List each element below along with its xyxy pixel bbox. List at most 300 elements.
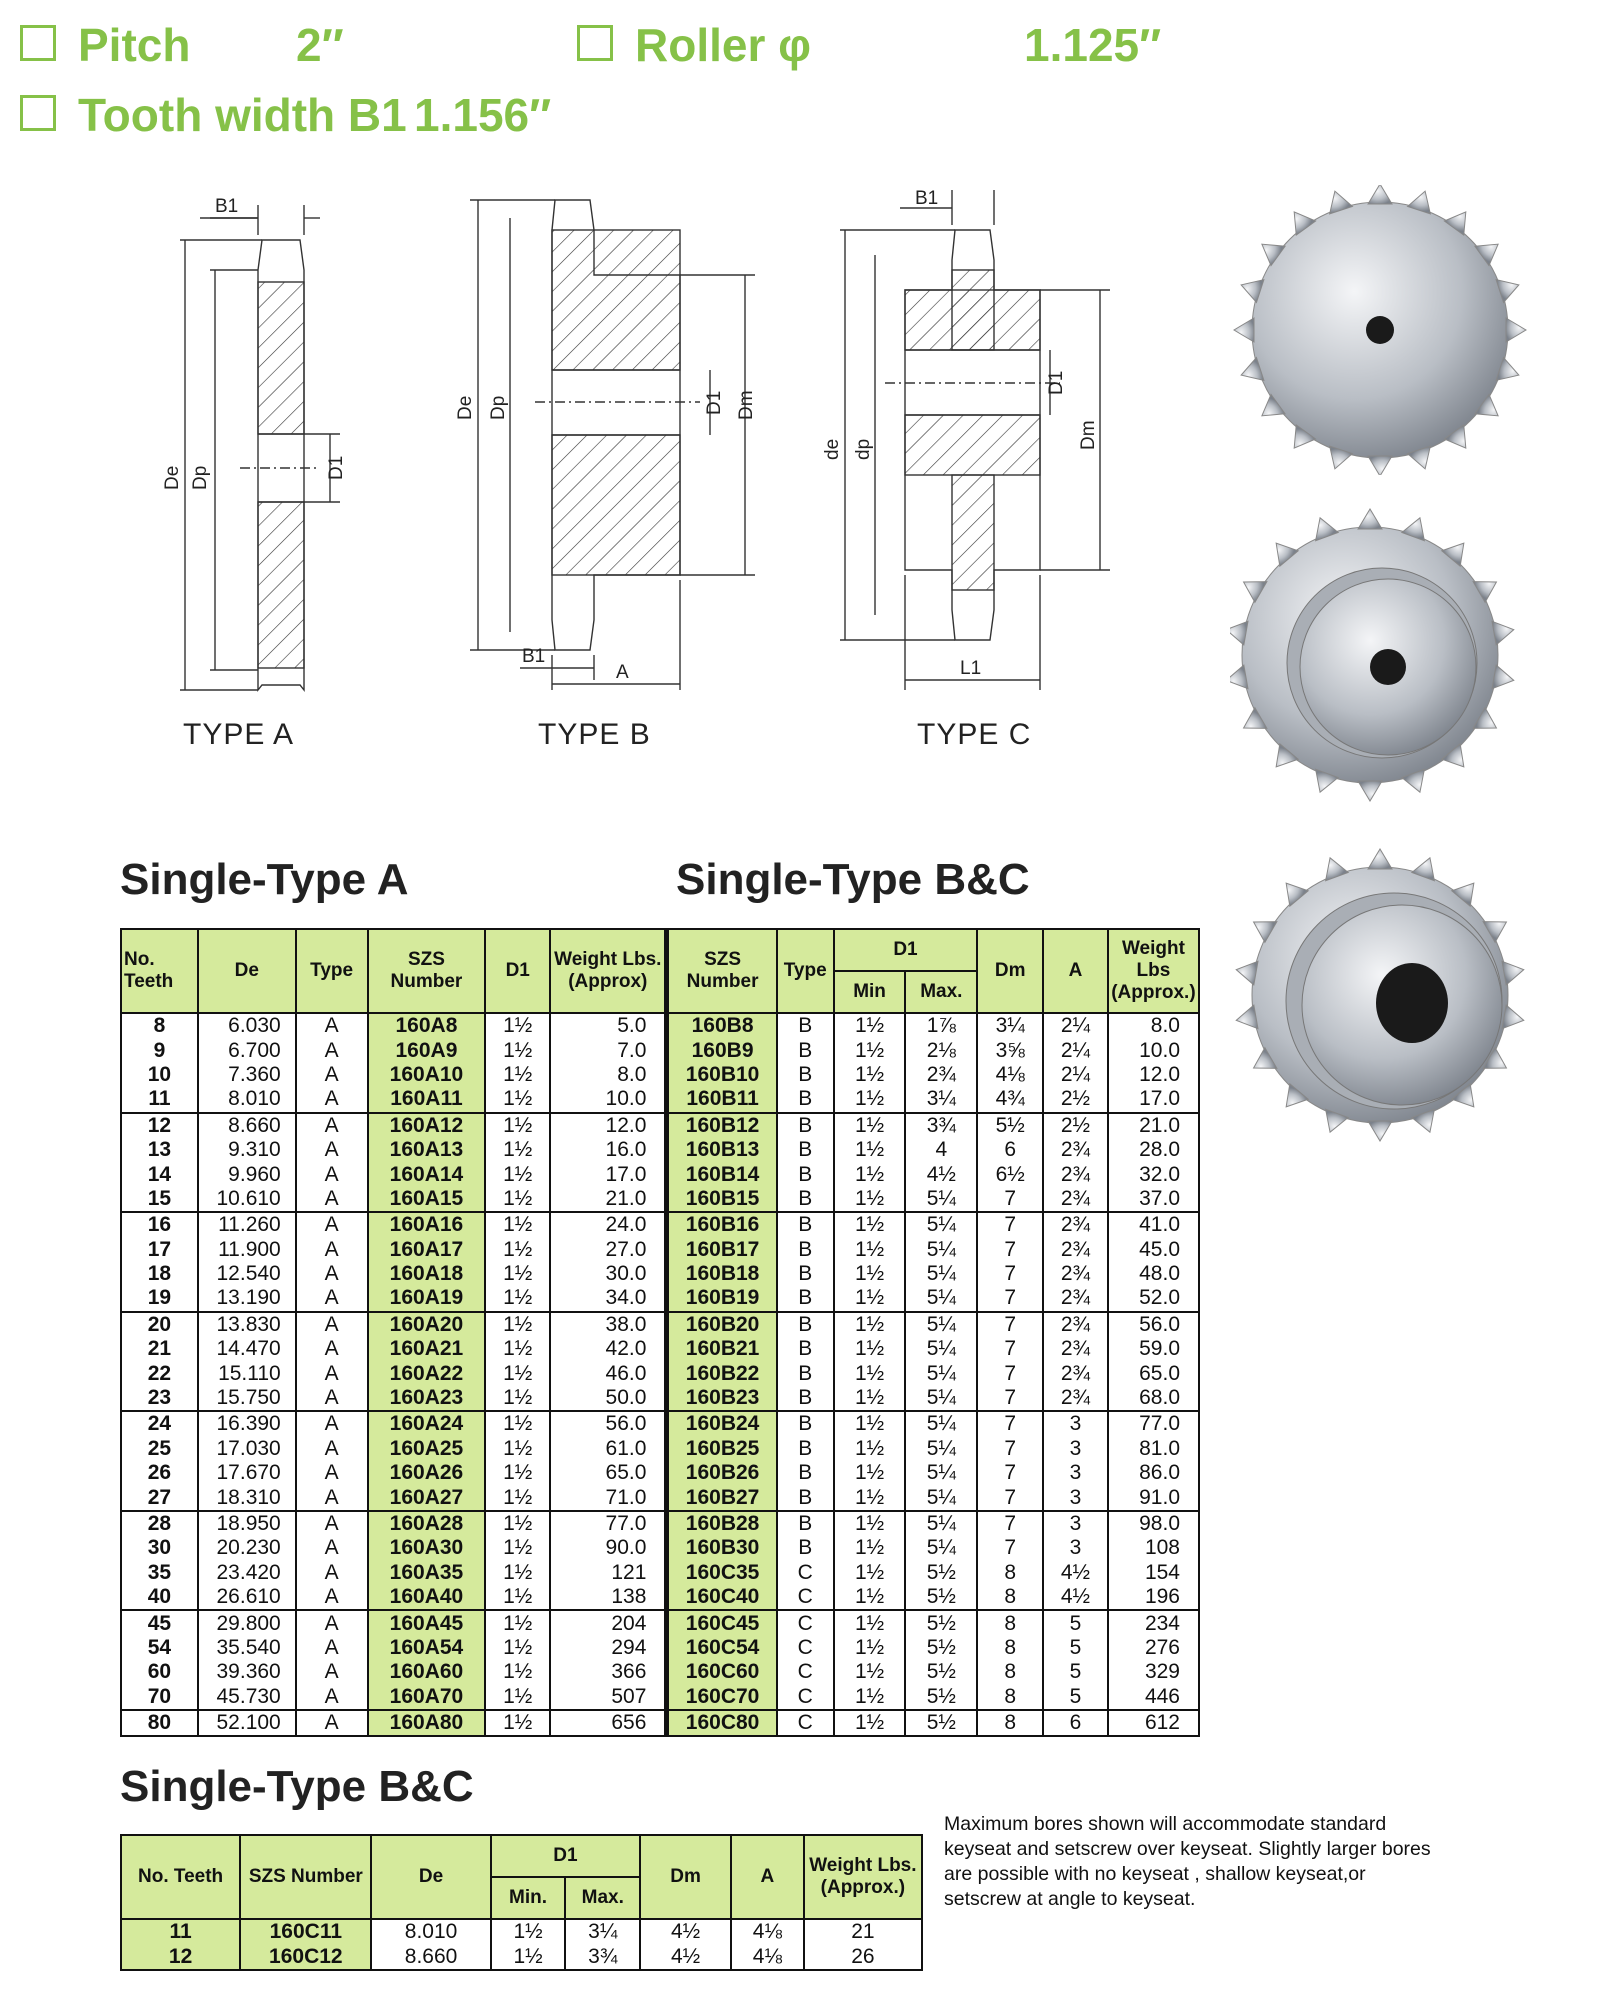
cell-dm: 7: [977, 1312, 1043, 1337]
cell-szs-number-b: 160B17: [667, 1238, 777, 1262]
cell-weight: 10.0: [550, 1087, 667, 1112]
cell-weight-b: 65.0: [1108, 1361, 1199, 1385]
cell-a: 2¾: [1043, 1386, 1108, 1411]
cell-type-b: B: [777, 1238, 834, 1262]
cell-de: 45.730: [198, 1685, 296, 1710]
cell-type-b: B: [777, 1013, 834, 1038]
cell-d1-min: 1½: [834, 1063, 906, 1087]
cell-type: A: [296, 1113, 368, 1138]
cell-type: A: [296, 1710, 368, 1736]
cell-teeth: 12: [121, 1113, 198, 1138]
cell-teeth: 70: [121, 1685, 198, 1710]
cell-d1: 1½: [485, 1461, 550, 1485]
cell-a: 2¾: [1043, 1187, 1108, 1212]
cell-teeth: 20: [121, 1312, 198, 1337]
cell-weight: 12.0: [550, 1113, 667, 1138]
cell-teeth: 28: [121, 1511, 198, 1536]
dim-label-b1: B1: [915, 190, 939, 209]
cell-type-b: C: [777, 1685, 834, 1710]
cell-szs-number-b: 160B9: [667, 1038, 777, 1062]
cell-teeth: 12: [121, 1944, 240, 1969]
cell-d1: 1½: [485, 1262, 550, 1286]
cell-a: 6: [1043, 1710, 1108, 1736]
cell-d1: 1½: [485, 1063, 550, 1087]
cell-dm: 3⅝: [977, 1038, 1043, 1062]
table-row: [121, 1636, 1199, 1660]
cell-d1-max: 2¾: [905, 1063, 977, 1087]
cell-dm: 8: [977, 1685, 1043, 1710]
cell-weight: 65.0: [550, 1461, 667, 1485]
cell-a: 4½: [1043, 1585, 1108, 1610]
cell-szs-number-b: 160B20: [667, 1312, 777, 1337]
checkbox-icon: [20, 25, 56, 61]
cell-szs-number-b: 160B28: [667, 1511, 777, 1536]
cell-type: A: [296, 1561, 368, 1585]
table-row: [121, 1919, 922, 1944]
cell-teeth: 16: [121, 1212, 198, 1237]
cell-d1: 1½: [485, 1312, 550, 1337]
checkbox-icon: [20, 95, 56, 131]
cell-d1-min: 1½: [834, 1162, 906, 1186]
cell-weight: 50.0: [550, 1386, 667, 1411]
cell-teeth: 11: [121, 1087, 198, 1112]
cell-type: A: [296, 1212, 368, 1237]
cell-d1-max: 5¼: [905, 1411, 977, 1436]
cell-d1-min: 1½: [834, 1485, 906, 1510]
cell-de: 13.830: [198, 1312, 296, 1337]
cell-d1-min: 1½: [834, 1386, 906, 1411]
col-header-szs-number: SZS Number: [368, 929, 486, 1013]
cell-szs-number-b: 160B16: [667, 1212, 777, 1237]
cell-teeth: 8: [121, 1013, 198, 1038]
cell-teeth: 14: [121, 1162, 198, 1186]
cell-a: 3: [1043, 1411, 1108, 1436]
cell-teeth: 40: [121, 1585, 198, 1610]
cell-de: 7.360: [198, 1063, 296, 1087]
cell-de: 52.100: [198, 1710, 296, 1736]
cell-type: A: [296, 1187, 368, 1212]
cell-type-b: B: [777, 1386, 834, 1411]
cell-szs-number: 160A8: [368, 1013, 486, 1038]
col-header-dm: Dm: [640, 1835, 731, 1919]
cell-type-b: B: [777, 1162, 834, 1186]
cell-weight: 38.0: [550, 1312, 667, 1337]
table-row: [121, 1411, 1199, 1436]
cell-weight: 7.0: [550, 1038, 667, 1062]
cell-d1: 1½: [485, 1636, 550, 1660]
cell-d1: 1½: [485, 1162, 550, 1186]
cell-type-b: B: [777, 1113, 834, 1138]
cell-de: 23.420: [198, 1561, 296, 1585]
cell-d1-max: 3¼: [565, 1919, 640, 1944]
cell-dm: 7: [977, 1337, 1043, 1361]
cell-type-b: C: [777, 1660, 834, 1684]
cell-weight-b: 91.0: [1108, 1485, 1199, 1510]
cell-dm: 7: [977, 1411, 1043, 1436]
cell-dm: 7: [977, 1262, 1043, 1286]
cell-teeth: 9: [121, 1038, 198, 1062]
tooth-width-label: Tooth width B1: [78, 89, 407, 141]
cell-szs-number-b: 160B22: [667, 1361, 777, 1385]
cell-de: 35.540: [198, 1636, 296, 1660]
cell-teeth: 27: [121, 1485, 198, 1510]
cell-d1: 1½: [485, 1286, 550, 1311]
col-header-no-teeth: No. Teeth: [121, 929, 198, 1013]
cell-d1-max: 5½: [905, 1660, 977, 1684]
table-row: [121, 1038, 1199, 1062]
col-header-weight: Weight Lbs. (Approx): [550, 929, 667, 1013]
cell-d1-max: 3¾: [565, 1944, 640, 1969]
cell-d1-min: 1½: [491, 1919, 566, 1944]
cell-a: 2¾: [1043, 1138, 1108, 1162]
cell-weight-b: 10.0: [1108, 1038, 1199, 1062]
cell-de: 14.470: [198, 1337, 296, 1361]
col-header-d1-b: D1: [834, 929, 978, 971]
cell-type-b: C: [777, 1585, 834, 1610]
small-spec-table: [120, 1834, 923, 1971]
cell-weight: 366: [550, 1660, 667, 1684]
cell-szs-number: 160A20: [368, 1312, 486, 1337]
cell-de: 18.310: [198, 1485, 296, 1510]
cell-de: 39.360: [198, 1660, 296, 1684]
cell-a: 2¼: [1043, 1038, 1108, 1062]
cell-dm: 7: [977, 1536, 1043, 1560]
dim-label-dm: Dm: [736, 390, 757, 420]
type-a-drawing: [180, 205, 340, 690]
cell-d1-max: 5¼: [905, 1312, 977, 1337]
cell-d1-min: 1½: [834, 1660, 906, 1684]
cell-d1-max: 3¾: [905, 1113, 977, 1138]
cell-d1-max: 5¼: [905, 1386, 977, 1411]
cell-weight: 138: [550, 1585, 667, 1610]
cell-weight-b: 108: [1108, 1536, 1199, 1560]
cell-dm: 8: [977, 1710, 1043, 1736]
cell-dm: 7: [977, 1361, 1043, 1385]
cell-d1-min: 1½: [834, 1038, 906, 1062]
cell-d1: 1½: [485, 1113, 550, 1138]
cell-type: A: [296, 1238, 368, 1262]
cell-d1-max: 5¼: [905, 1511, 977, 1536]
cell-dm: 7: [977, 1238, 1043, 1262]
cell-type-b: B: [777, 1411, 834, 1436]
cell-szs-number-b: 160B18: [667, 1262, 777, 1286]
cell-weight: 30.0: [550, 1262, 667, 1286]
cell-a: 2¾: [1043, 1286, 1108, 1311]
cell-weight: 24.0: [550, 1212, 667, 1237]
cell-a: 5: [1043, 1610, 1108, 1635]
cell-type-b: B: [777, 1262, 834, 1286]
cell-de: 11.260: [198, 1212, 296, 1237]
col-header-min: Min: [834, 971, 906, 1013]
cell-a: 2¼: [1043, 1063, 1108, 1087]
dim-label-dm: Dm: [1078, 420, 1099, 450]
cell-teeth: 80: [121, 1710, 198, 1736]
col-header-weight: Weight Lbs. (Approx.): [804, 1835, 922, 1919]
cell-type: A: [296, 1610, 368, 1635]
cell-d1-min: 1½: [834, 1312, 906, 1337]
cell-de: 29.800: [198, 1610, 296, 1635]
cell-teeth: 30: [121, 1536, 198, 1560]
table-row: [121, 1585, 1199, 1610]
tooth-width-spec: [20, 88, 407, 142]
cell-weight-b: 612: [1108, 1710, 1199, 1736]
col-header-type-b: Type: [777, 929, 834, 1013]
cell-weight-b: 28.0: [1108, 1138, 1199, 1162]
cell-teeth: 26: [121, 1461, 198, 1485]
cell-type-b: B: [777, 1437, 834, 1461]
cell-d1-min: 1½: [834, 1238, 906, 1262]
cell-dm: 4¾: [977, 1087, 1043, 1112]
cell-teeth: 19: [121, 1286, 198, 1311]
cell-szs-number-b: 160B26: [667, 1461, 777, 1485]
cell-d1-max: 5¼: [905, 1437, 977, 1461]
cell-szs-number-b: 160B27: [667, 1485, 777, 1510]
cell-d1: 1½: [485, 1187, 550, 1212]
cell-type: A: [296, 1511, 368, 1536]
cell-de: 6.030: [198, 1013, 296, 1038]
cell-type-b: B: [777, 1138, 834, 1162]
cell-type: A: [296, 1660, 368, 1684]
table-row: [121, 1337, 1199, 1361]
cell-d1-min: 1½: [834, 1610, 906, 1635]
cell-szs-number-b: 160C40: [667, 1585, 777, 1610]
cell-weight: 46.0: [550, 1361, 667, 1385]
col-header-d1: D1: [485, 929, 550, 1013]
main-spec-table: [120, 928, 1200, 1737]
cell-de: 11.900: [198, 1238, 296, 1262]
cell-szs-number-b: 160C54: [667, 1636, 777, 1660]
cell-de: 6.700: [198, 1038, 296, 1062]
cell-teeth: 10: [121, 1063, 198, 1087]
pitch-spec: [20, 18, 190, 72]
cell-szs-number: 160A19: [368, 1286, 486, 1311]
cell-a: 2¾: [1043, 1212, 1108, 1237]
cell-dm: 6: [977, 1138, 1043, 1162]
cell-weight: 21: [804, 1919, 922, 1944]
cell-d1-min: 1½: [834, 1337, 906, 1361]
cell-weight: 42.0: [550, 1337, 667, 1361]
cell-dm: 8: [977, 1561, 1043, 1585]
cell-de: 9.310: [198, 1138, 296, 1162]
cell-type: A: [296, 1063, 368, 1087]
sprocket-diagrams: [0, 190, 1220, 770]
cell-d1-min: 1½: [834, 1262, 906, 1286]
dim-label-dp: Dp: [190, 465, 211, 490]
cell-d1-max: 5¼: [905, 1262, 977, 1286]
cell-dm: 5½: [977, 1113, 1043, 1138]
section-title-type-bc-small: Single-Type B&C: [120, 1762, 474, 1811]
cell-de: 15.110: [198, 1361, 296, 1385]
cell-szs-number: 160A28: [368, 1511, 486, 1536]
cell-de: 8.660: [371, 1944, 490, 1969]
cell-weight-b: 86.0: [1108, 1461, 1199, 1485]
cell-type: A: [296, 1411, 368, 1436]
cell-weight-b: 77.0: [1108, 1411, 1199, 1436]
cell-szs-number: 160A30: [368, 1536, 486, 1560]
cell-d1: 1½: [485, 1238, 550, 1262]
cell-type: A: [296, 1262, 368, 1286]
table-row: [121, 1361, 1199, 1385]
cell-dm: 8: [977, 1636, 1043, 1660]
cell-dm: 6½: [977, 1162, 1043, 1186]
cell-de: 26.610: [198, 1585, 296, 1610]
cell-szs-number: 160A12: [368, 1113, 486, 1138]
cell-d1: 1½: [485, 1561, 550, 1585]
table-row: [121, 1511, 1199, 1536]
cell-weight-b: 41.0: [1108, 1212, 1199, 1237]
cell-type: A: [296, 1013, 368, 1038]
table-row: [121, 1437, 1199, 1461]
cell-d1-min: 1½: [834, 1511, 906, 1536]
cell-d1-max: 5¼: [905, 1238, 977, 1262]
cell-szs-number: 160A54: [368, 1636, 486, 1660]
cell-weight-b: 52.0: [1108, 1286, 1199, 1311]
cell-szs-number: 160A45: [368, 1610, 486, 1635]
dim-label-de: de: [822, 438, 843, 460]
cell-d1: 1½: [485, 1710, 550, 1736]
table-row: [121, 1485, 1199, 1510]
cell-szs-number: 160C12: [240, 1944, 371, 1969]
cell-teeth: 45: [121, 1610, 198, 1635]
cell-de: 17.030: [198, 1437, 296, 1461]
col-header-max: Max.: [565, 1877, 640, 1919]
cell-d1: 1½: [485, 1511, 550, 1536]
cell-d1-max: 1⅞: [905, 1013, 977, 1038]
cell-type: A: [296, 1437, 368, 1461]
cell-type-b: B: [777, 1063, 834, 1087]
table-row: [121, 1286, 1199, 1311]
cell-weight-b: 234: [1108, 1610, 1199, 1635]
cell-d1: 1½: [485, 1585, 550, 1610]
cell-d1-min: 1½: [834, 1461, 906, 1485]
cell-weight: 26: [804, 1944, 922, 1969]
cell-d1-min: 1½: [834, 1685, 906, 1710]
table-row: [121, 1660, 1199, 1684]
cell-szs-number: 160A70: [368, 1685, 486, 1710]
cell-teeth: 60: [121, 1660, 198, 1684]
cell-de: 17.670: [198, 1461, 296, 1485]
dim-label-d1: D1: [704, 390, 725, 415]
cell-szs-number-b: 160C70: [667, 1685, 777, 1710]
sprocket-photo-type-b: [1230, 505, 1530, 805]
cell-weight-b: 56.0: [1108, 1312, 1199, 1337]
cell-dm: 3¼: [977, 1013, 1043, 1038]
table-row: [121, 1312, 1199, 1337]
cell-type: A: [296, 1162, 368, 1186]
cell-type: A: [296, 1286, 368, 1311]
cell-weight: 16.0: [550, 1138, 667, 1162]
dim-label-de: De: [162, 465, 183, 490]
cell-d1: 1½: [485, 1038, 550, 1062]
cell-weight-b: 21.0: [1108, 1113, 1199, 1138]
cell-a: 2¼: [1043, 1013, 1108, 1038]
cell-d1: 1½: [485, 1361, 550, 1385]
cell-szs-number: 160A80: [368, 1710, 486, 1736]
col-header-dm: Dm: [977, 929, 1043, 1013]
cell-d1-max: 5¼: [905, 1337, 977, 1361]
cell-szs-number: 160A22: [368, 1361, 486, 1385]
cell-type-b: C: [777, 1610, 834, 1635]
table-row: [121, 1212, 1199, 1237]
cell-a: 3: [1043, 1461, 1108, 1485]
cell-type-b: B: [777, 1536, 834, 1560]
cell-d1: 1½: [485, 1386, 550, 1411]
cell-weight: 294: [550, 1636, 667, 1660]
cell-weight: 121: [550, 1561, 667, 1585]
cell-dm: 7: [977, 1437, 1043, 1461]
cell-weight: 56.0: [550, 1411, 667, 1436]
cell-d1-max: 5½: [905, 1585, 977, 1610]
cell-d1-min: 1½: [491, 1944, 566, 1969]
cell-d1-min: 1½: [834, 1536, 906, 1560]
cell-d1-max: 5½: [905, 1636, 977, 1660]
roller-spec: [577, 18, 811, 72]
cell-type: A: [296, 1585, 368, 1610]
cell-dm: 7: [977, 1212, 1043, 1237]
cell-type-b: B: [777, 1187, 834, 1212]
cell-szs-number-b: 160C80: [667, 1710, 777, 1736]
cell-dm: 8: [977, 1610, 1043, 1635]
roller-value: 1.125″: [1024, 19, 1162, 71]
cell-weight-b: 37.0: [1108, 1187, 1199, 1212]
cell-dm: 4½: [640, 1919, 731, 1944]
cell-d1-max: 5¼: [905, 1485, 977, 1510]
cell-teeth: 18: [121, 1262, 198, 1286]
table-row: [121, 1013, 1199, 1038]
table-row: [121, 1710, 1199, 1736]
type-c-drawing: [840, 190, 1110, 690]
table-row: [121, 1138, 1199, 1162]
table-row: [121, 1087, 1199, 1112]
cell-teeth: 15: [121, 1187, 198, 1212]
cell-d1: 1½: [485, 1685, 550, 1710]
cell-type: A: [296, 1038, 368, 1062]
dim-label-d1: D1: [1046, 370, 1067, 395]
cell-type: A: [296, 1536, 368, 1560]
col-header-no-teeth: No. Teeth: [121, 1835, 240, 1919]
cell-type: A: [296, 1461, 368, 1485]
cell-weight-b: 276: [1108, 1636, 1199, 1660]
cell-d1: 1½: [485, 1138, 550, 1162]
cell-weight-b: 98.0: [1108, 1511, 1199, 1536]
cell-weight-b: 32.0: [1108, 1162, 1199, 1186]
cell-szs-number: 160A40: [368, 1585, 486, 1610]
cell-type: A: [296, 1087, 368, 1112]
cell-a: 2¾: [1043, 1337, 1108, 1361]
cell-d1-min: 1½: [834, 1087, 906, 1112]
cell-d1-min: 1½: [834, 1286, 906, 1311]
cell-de: 15.750: [198, 1386, 296, 1411]
cell-weight: 204: [550, 1610, 667, 1635]
cell-type-b: B: [777, 1361, 834, 1385]
cell-szs-number-b: 160B19: [667, 1286, 777, 1311]
cell-d1-min: 1½: [834, 1013, 906, 1038]
pitch-value: 2″: [296, 19, 344, 71]
cell-teeth: 25: [121, 1437, 198, 1461]
cell-szs-number-b: 160B24: [667, 1411, 777, 1436]
cell-d1: 1½: [485, 1610, 550, 1635]
table-row: [121, 1262, 1199, 1286]
cell-a: 3: [1043, 1485, 1108, 1510]
cell-type-b: B: [777, 1312, 834, 1337]
dim-label-a: A: [616, 662, 629, 683]
cell-d1-min: 1½: [834, 1187, 906, 1212]
cell-d1: 1½: [485, 1437, 550, 1461]
col-header-type: Type: [296, 929, 368, 1013]
cell-dm: 4½: [640, 1944, 731, 1969]
cell-d1-max: 5¼: [905, 1461, 977, 1485]
cell-a: 2¾: [1043, 1162, 1108, 1186]
